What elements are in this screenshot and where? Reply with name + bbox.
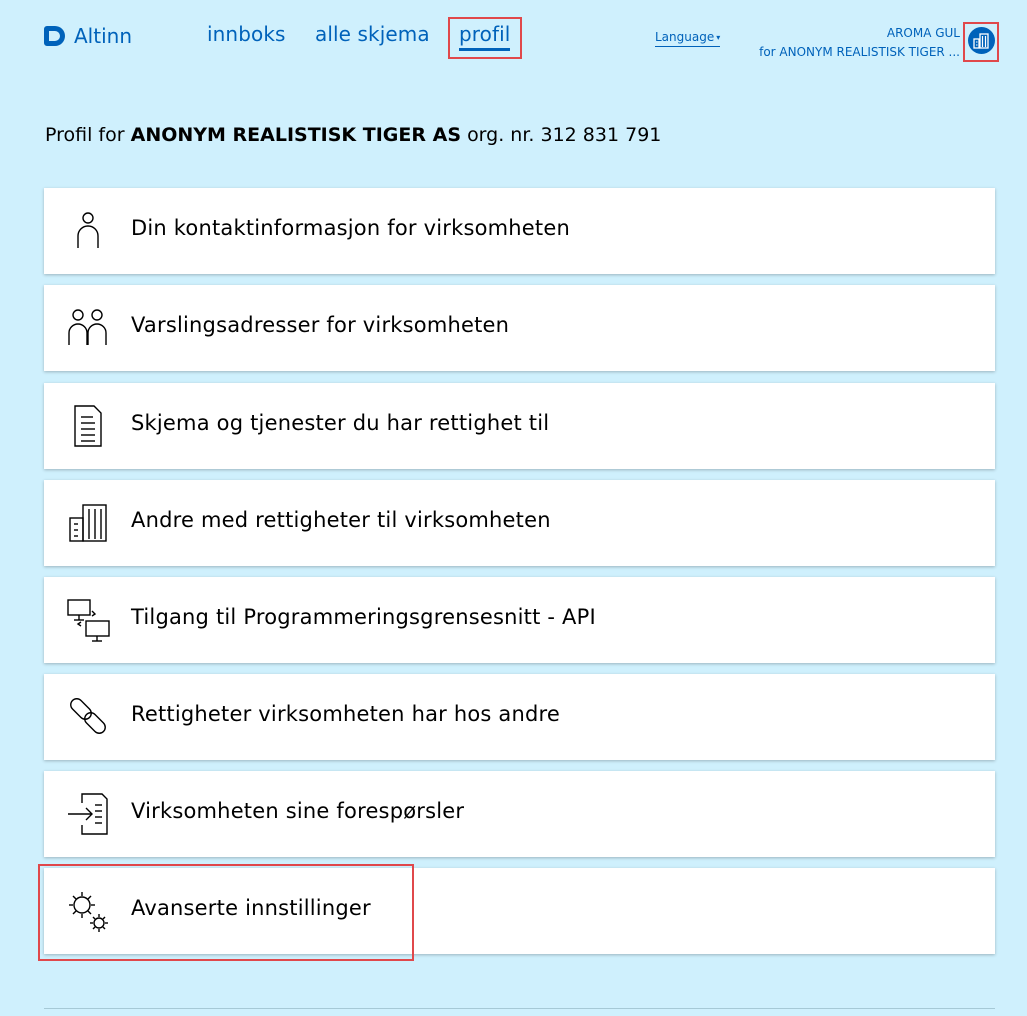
menu-item-label: Varslingsadresser for virksomheten <box>131 313 510 337</box>
computers-icon <box>66 597 112 643</box>
menu-item-andre-rettigheter[interactable] <box>44 480 995 566</box>
nav-alle-skjema[interactable]: alle skjema <box>315 22 430 46</box>
profile-org-nr: org. nr. 312 831 791 <box>467 124 662 146</box>
menu-item-label: Skjema og tjenester du har rettighet til <box>131 411 550 435</box>
menu-item-api-tilgang[interactable] <box>44 577 995 663</box>
link-icon <box>66 694 112 740</box>
person-icon <box>66 208 112 254</box>
menu-item-foresporsler[interactable] <box>44 771 995 857</box>
profile-org-name: ANONYM REALISTISK TIGER AS <box>130 124 462 146</box>
nav-innboks[interactable]: innboks <box>207 22 286 46</box>
language-label: Language <box>655 30 715 44</box>
menu-item-label: Tilgang til Programmeringsgrensesnitt - API <box>131 605 596 629</box>
logo-text: Altinn <box>74 24 132 48</box>
menu-item-varslingsadresser[interactable] <box>44 285 995 371</box>
menu-item-label: Avanserte innstillinger <box>131 896 371 920</box>
menu-item-label: Rettigheter virksomheten har hos andre <box>131 702 561 726</box>
menu-item-rettigheter-hos-andre[interactable] <box>44 674 995 760</box>
altinn-logo[interactable] <box>44 22 132 50</box>
altinn-logo-icon <box>44 26 65 46</box>
profile-prefix: Profil for <box>45 124 125 146</box>
avatar-highlight <box>963 22 999 62</box>
nav-profil[interactable]: profil <box>459 22 510 51</box>
avanserte-innstillinger-highlight <box>38 864 414 961</box>
footer-divider <box>44 1008 995 1009</box>
menu-item-label: Virksomheten sine forespørsler <box>131 799 465 823</box>
profile-title <box>45 124 661 146</box>
language-selector[interactable] <box>655 30 720 47</box>
people-icon <box>66 305 112 351</box>
avatar[interactable] <box>968 27 995 54</box>
user-name: AROMA GUL <box>886 26 960 40</box>
building-icon <box>973 32 990 49</box>
caret-down-icon: ▾ <box>716 33 721 42</box>
buildings-icon <box>66 500 112 546</box>
user-org: for ANONYM REALISTISK TIGER ... <box>759 45 960 59</box>
menu-item-kontaktinformasjon[interactable] <box>44 188 995 274</box>
user-info[interactable] <box>759 24 960 62</box>
inbox-arrow-icon <box>66 791 112 837</box>
menu-item-label: Din kontaktinformasjon for virksomheten <box>131 216 570 240</box>
menu-item-label: Andre med rettigheter til virksomheten <box>131 508 551 532</box>
top-header <box>0 0 1027 70</box>
menu-item-skjema-tjenester[interactable] <box>44 383 995 469</box>
document-icon <box>66 403 112 449</box>
